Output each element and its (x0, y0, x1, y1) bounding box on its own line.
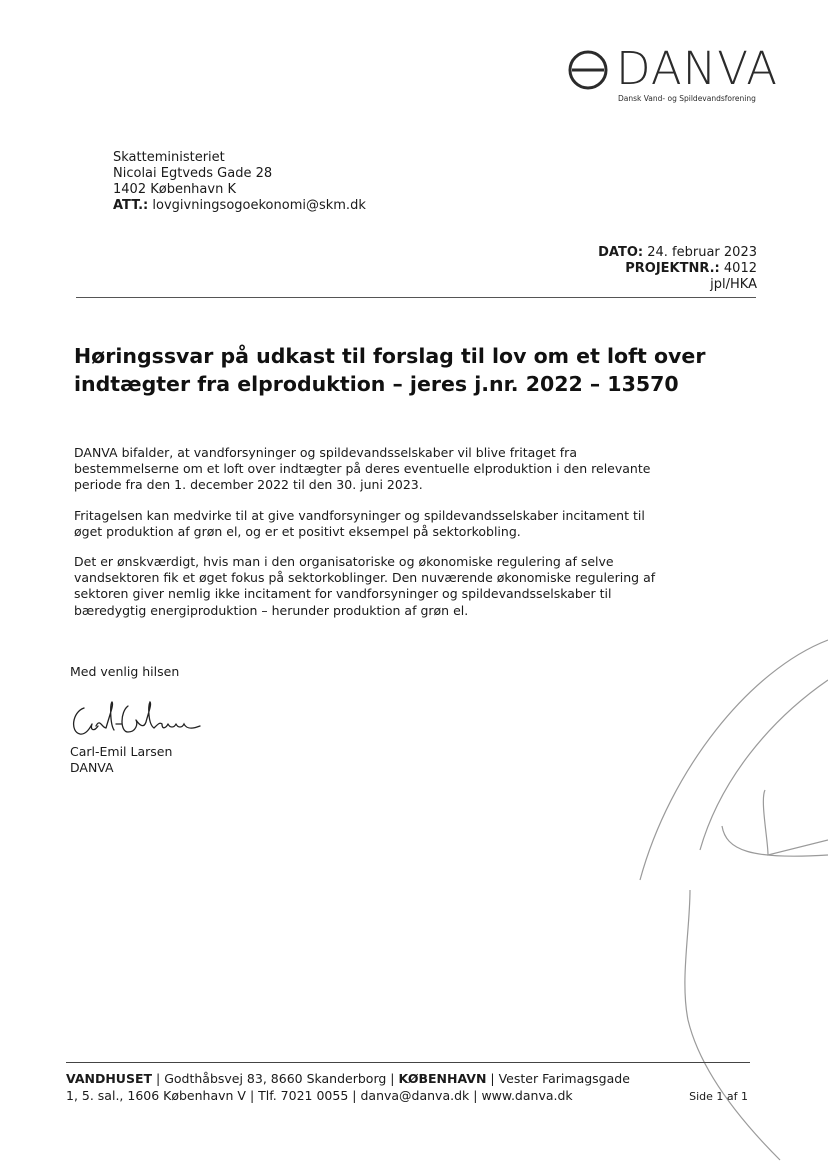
project-label: PROJEKTNR.: (625, 261, 720, 276)
footer-address-skanderborg: Godthåbsvej 83, 8660 Skanderborg (164, 1071, 387, 1086)
danva-logo (566, 42, 778, 110)
signature-image (66, 694, 206, 744)
closing-greeting: Med venlig hilsen (70, 664, 180, 679)
page-number: Side 1 af 1 (689, 1090, 748, 1103)
footer-divider (66, 1062, 750, 1063)
signer-block (70, 744, 172, 776)
footer-phone: Tlf. 7021 0055 (258, 1088, 349, 1103)
letter-meta (598, 245, 757, 293)
recipient-line3: 1402 København K (113, 182, 236, 197)
letter-footer (66, 1070, 666, 1104)
signer-org: DANVA (70, 760, 114, 775)
signer-name: Carl-Emil Larsen (70, 744, 173, 759)
body-paragraph: DANVA bifalder, at vandforsyninger og spildevandsselskaber vil blive fritaget fra bestemmelserne om et loft over indtægter på deres eventuelle elproduktion i den relevante periode fra den 1. december 2022 til den 30. juni 2023. (74, 445, 651, 493)
header-divider (76, 297, 756, 298)
body-paragraph: Fritagelsen kan medvirke til at give vandforsyninger og spildevandsselskaber incitament til øget produktion af grøn el, og er et positivt eksempel på sektorkobling. (74, 507, 645, 539)
meta-date (598, 245, 757, 261)
footer-label-vandhuset: VANDHUSET (66, 1071, 153, 1086)
danva-logo-icon (566, 48, 610, 92)
footer-separator: | (152, 1071, 165, 1086)
logo-brand: DANVA (616, 42, 778, 95)
footer-separator: | (348, 1088, 361, 1103)
footer-separator: | (486, 1071, 499, 1086)
letter-title: Høringssvar på udkast til forslag til lov om et loft over indtægter fra elproduktion – jeres j.nr. 2022 – 13570 (74, 344, 706, 396)
footer-email-link[interactable]: danva@danva.dk (360, 1088, 470, 1103)
letter-body (74, 445, 674, 633)
footer-label-kobenhavn: KØBENHAVN (398, 1071, 487, 1086)
meta-initials: jpl/HKA (710, 277, 757, 292)
att-email: lovgivningsogoekonomi@skm.dk (152, 198, 366, 213)
footer-separator: | (469, 1088, 482, 1103)
recipient-line2: Nicolai Egtveds Gade 28 (113, 166, 273, 181)
footer-separator: | (386, 1071, 399, 1086)
meta-project (598, 261, 757, 277)
footer-separator: | (245, 1088, 259, 1103)
recipient-address (113, 150, 366, 214)
att-label: ATT.: (113, 198, 149, 213)
body-paragraph: Det er ønskværdigt, hvis man i den organisatoriske og økonomiske regulering af selve vandsektoren fik et øget fokus på sektorkoblinger. Den nuværende økonomiske regulering af sektoren giver nemlig ikke incitament for vandforsyninger og spildevandsselskaber til bæredygtig energiproduktion – herunder produktion af grøn el. (74, 554, 656, 618)
project-value: 4012 (723, 261, 757, 276)
recipient-att (113, 198, 366, 214)
date-label: DATO: (598, 245, 644, 260)
logo-tagline: Dansk Vand- og Spildevandsforening (618, 94, 756, 103)
footer-address-kobenhavn-a: Vester Farimagsgade (498, 1071, 630, 1086)
footer-address-kobenhavn-b: 1, 5. sal., 1606 København V (66, 1088, 246, 1103)
recipient-line1: Skatteministeriet (113, 150, 225, 165)
date-value: 24. februar 2023 (647, 245, 757, 260)
footer-website-link[interactable]: www.danva.dk (481, 1088, 573, 1103)
